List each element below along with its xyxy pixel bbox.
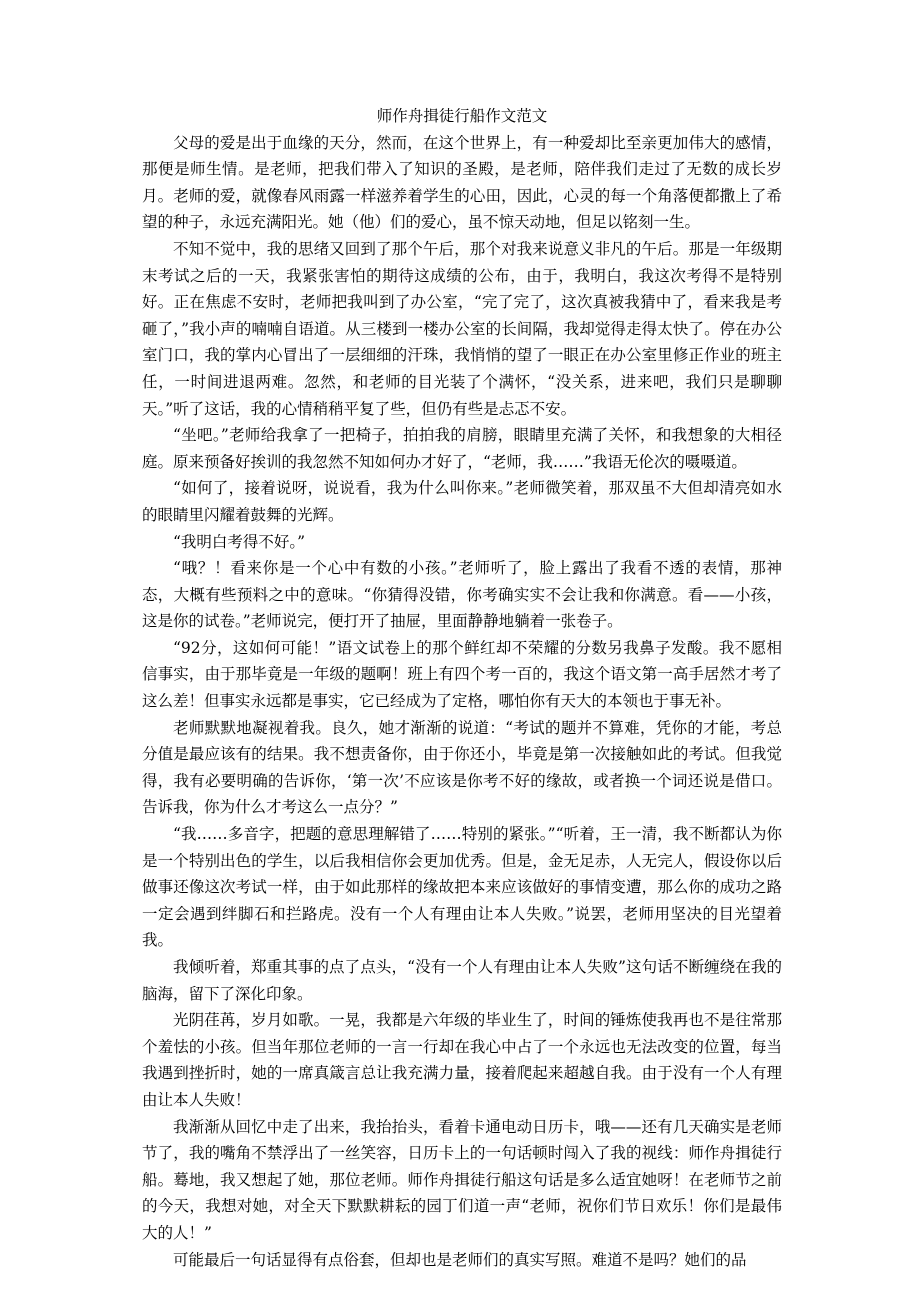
body-paragraph: “哦？！看来你是一个心中有数的小孩。”老师听了，脸上露出了我看不透的表情，那神态，大概有些预料之中的意味。“你猜得没错，你考确实实不会让我和你满意。看——小孩，这是你的试卷。”老师说完，便打开了抽屉，里面静静地躺着一张卷子。 [142, 559, 782, 631]
body-paragraph: 我倾听着，郑重其事的点了点头，“没有一个人有理由让本人失败”这句话不断缠绕在我的脑海，留下了深化印象。 [142, 958, 782, 1003]
body-paragraph: 我渐渐从回忆中走了出来，我抬抬头，看着卡通电动日历卡，哦——还有几天确实是老师节了，我的嘴角不禁浮出了一丝笑容，日历卡上的一句话顿时闯入了我的视线：师作舟揖徒行船。蓦地，我又想起了她，那位老师。师作舟揖徒行船这句话是多么适宜她呀！在老师节之前的今天，我想对她，对全天下默默耕耘的园丁们道一声“老师，祝你们节日欢乐！你们是最伟大的人！” [142, 1117, 782, 1242]
document-body [142, 130, 782, 1274]
body-paragraph: “我明白考得不好。” [173, 532, 306, 551]
document-page [142, 103, 782, 1273]
body-paragraph: “92分，这如何可能！”语文试卷上的那个鲜红却不荣耀的分数另我鼻子发酸。我不愿相信事实，由于那毕竟是一年级的题啊！班上有四个考一百的，我这个语文第一高手居然才考了这么差！但事实永远都是事实，它已经成为了定格，哪怕你有天大的本领也于事无补。 [142, 638, 782, 711]
body-paragraph: “坐吧。”老师给我拿了一把椅子，拍拍我的肩膀，眼睛里充满了关怀，和我想象的大相径庭。原来预备好挨训的我忽然不知如何办才好了，“老师，我……”我语无伦次的嗫嗫道。 [142, 426, 782, 471]
body-paragraph: 父母的爱是出于血缘的天分，然而，在这个世界上，有一种爱却比至亲更加伟大的感情，那便是师生情。是老师，把我们带入了知识的圣殿，是老师，陪伴我们走过了无数的成长岁月。老师的爱，就像春风雨露一样滋养着学生的心田，因此，心灵的每一个角落便都撒上了希望的种子，永远充满阳光。她（他）们的爱心，虽不惊天动地，但足以铭刻一生。 [142, 133, 782, 232]
body-paragraph: 可能最后一句话显得有点俗套，但却也是老师们的真实写照。难道不是吗？她们的品 [173, 1250, 747, 1269]
body-paragraph: “如何了，接着说呀，说说看，我为什么叫你来。”老师微笑着，那双虽不大但却清亮如水的眼睛里闪耀着鼓舞的光辉。 [142, 479, 782, 524]
body-paragraph: 不知不觉中，我的思绪又回到了那个午后，那个对我来说意义非凡的午后。那是一年级期末考试之后的一天，我紧张害怕的期待这成绩的公布，由于，我明白，我这次考得不是特别好。正在焦虑不安时，老师把我叫到了办公室，“完了完了，这次真被我猜中了，看来我是考砸了，”我小声的喃喃自语道。从三楼到一楼办公室的长间隔，我却觉得走得太快了。停在办公室门口，我的掌内心冒出了一层细细的汗珠，我悄悄的望了一眼正在办公室里修正作业的班主任，一时间进退两难。忽然，和老师的目光装了个满怀，“没关系，进来吧，我们只是聊聊天。”听了这话，我的心情稍稍平复了些，但仍有些是忐忑不安。 [142, 239, 782, 418]
body-paragraph: 老师默默地凝视着我。良久，她才渐渐的说道：“考试的题并不算难，凭你的才能，考总分值是最应该有的结果。我不想责备你，由于你还小，毕竟是第一次接触如此的考试。但我觉得，我有必要明确的告诉你，‘第一次’不应该是你考不好的缘故，或者换一个词还说是借口。告诉我，你为什么才考这么一点分？” [142, 718, 782, 817]
body-paragraph: “我……多音字，把题的意思理解错了……特别的紧张。”“听着，王一清，我不断都认为你是一个特别出色的学生，以后我相信你会更加优秀。但是，金无足赤，人无完人，假设你以后做事还像这次考试一样，由于如此那样的缘故把本来应该做好的事情变遭，那么你的成功之路一定会遇到绊脚石和拦路虎。没有一个人有理由让本人失败。”说罢，老师用坚决的目光望着我。 [142, 825, 782, 950]
document-title: 师作舟揖徒行船作文范文 [376, 107, 548, 125]
body-paragraph: 光阴荏苒，岁月如歌。一晃，我都是六年级的毕业生了，时间的锤炼使我再也不是往常那个羞怯的小孩。但当年那位老师的一言一行却在我心中占了一个永远也无法改变的位置，每当我遇到挫折时，她的一席真箴言总让我充满力量，接着爬起来超越自我。由于没有一个人有理由让本人失败！ [142, 1011, 782, 1109]
